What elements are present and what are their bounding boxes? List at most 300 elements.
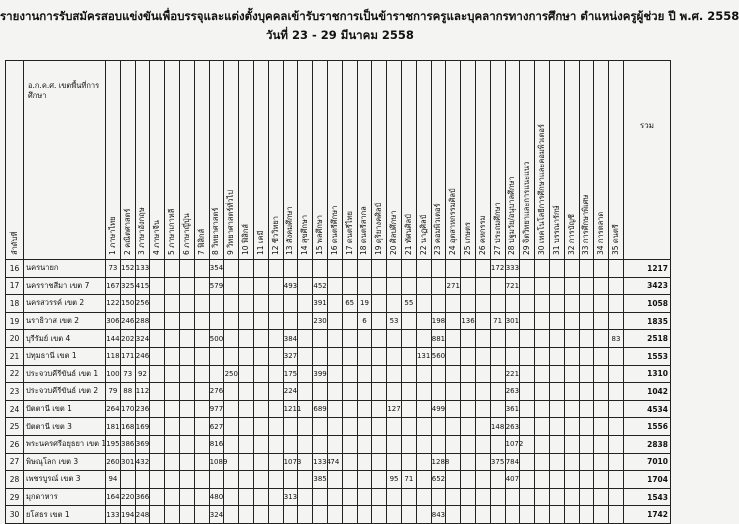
cell-subject-23 xyxy=(431,365,446,383)
cell-subject-32 xyxy=(564,400,579,418)
cell-subject-12 xyxy=(268,418,283,436)
cell-subject-27 xyxy=(490,435,505,453)
cell-subject-15: 689 xyxy=(313,400,328,418)
cell-subject-33 xyxy=(579,418,594,436)
cell-subject-21 xyxy=(401,312,416,330)
cell-subject-32 xyxy=(564,471,579,489)
cell-subject-33 xyxy=(579,277,594,295)
cell-subject-21 xyxy=(401,453,416,471)
cell-subject-23: 843 xyxy=(431,506,446,524)
cell-subject-32 xyxy=(564,277,579,295)
cell-subject-11 xyxy=(253,400,268,418)
cell-subject-31 xyxy=(549,488,564,506)
cell-subject-14 xyxy=(298,471,313,489)
cell-subject-20 xyxy=(387,488,402,506)
cell-subject-11 xyxy=(253,506,268,524)
row-total: 1556 xyxy=(623,418,670,436)
table-row xyxy=(6,418,671,436)
cell-subject-8: 1089 xyxy=(209,453,224,471)
cell-subject-1: 260 xyxy=(106,453,121,471)
cell-subject-2: 152 xyxy=(120,260,135,278)
cell-subject-2: 73 xyxy=(120,365,135,383)
cell-subject-25 xyxy=(461,400,476,418)
table-row xyxy=(6,295,671,313)
cell-subject-23 xyxy=(431,488,446,506)
cell-subject-6 xyxy=(179,260,194,278)
cell-subject-17 xyxy=(342,471,357,489)
cell-subject-28: 407 xyxy=(505,471,520,489)
cell-subject-19 xyxy=(372,435,387,453)
table-body xyxy=(6,260,671,524)
cell-subject-25 xyxy=(461,260,476,278)
cell-subject-28 xyxy=(505,506,520,524)
cell-subject-24 xyxy=(446,435,461,453)
cell-subject-18: 19 xyxy=(357,295,372,313)
cell-subject-19 xyxy=(372,365,387,383)
cell-subject-10 xyxy=(239,277,254,295)
cell-subject-21 xyxy=(401,365,416,383)
cell-subject-13: 175 xyxy=(283,365,298,383)
cell-subject-2: 88 xyxy=(120,383,135,401)
cell-subject-8: 324 xyxy=(209,506,224,524)
cell-subject-2 xyxy=(120,471,135,489)
cell-subject-15 xyxy=(313,435,328,453)
cell-subject-13: 384 xyxy=(283,330,298,348)
cell-subject-23 xyxy=(431,277,446,295)
header-subject-9: 9 วิทยาศาสตร์ทั่วไป xyxy=(224,61,239,260)
cell-subject-17 xyxy=(342,418,357,436)
cell-subject-22 xyxy=(416,277,431,295)
cell-subject-8 xyxy=(209,312,224,330)
cell-subject-29 xyxy=(520,383,535,401)
cell-subject-26 xyxy=(475,453,490,471)
cell-subject-5 xyxy=(165,277,180,295)
cell-subject-32 xyxy=(564,330,579,348)
cell-subject-32 xyxy=(564,506,579,524)
cell-subject-3: 169 xyxy=(135,418,150,436)
cell-subject-22 xyxy=(416,330,431,348)
cell-subject-2: 301 xyxy=(120,453,135,471)
cell-subject-12 xyxy=(268,453,283,471)
cell-subject-27 xyxy=(490,471,505,489)
cell-subject-8: 500 xyxy=(209,330,224,348)
cell-subject-28 xyxy=(505,295,520,313)
cell-subject-27 xyxy=(490,365,505,383)
cell-subject-35 xyxy=(609,277,624,295)
row-area: ยโสธร เขต 1 xyxy=(24,506,106,524)
cell-subject-23 xyxy=(431,418,446,436)
cell-subject-5 xyxy=(165,488,180,506)
cell-subject-27: 71 xyxy=(490,312,505,330)
cell-subject-13 xyxy=(283,260,298,278)
cell-subject-19 xyxy=(372,488,387,506)
cell-subject-30 xyxy=(535,400,550,418)
cell-subject-33 xyxy=(579,400,594,418)
cell-subject-18 xyxy=(357,347,372,365)
cell-subject-1: 94 xyxy=(106,471,121,489)
cell-subject-26 xyxy=(475,260,490,278)
cell-subject-16 xyxy=(327,277,342,295)
cell-subject-35 xyxy=(609,365,624,383)
cell-subject-20 xyxy=(387,383,402,401)
cell-subject-18 xyxy=(357,365,372,383)
cell-subject-12 xyxy=(268,347,283,365)
cell-subject-4 xyxy=(150,400,165,418)
cell-subject-9 xyxy=(224,312,239,330)
cell-subject-3: 92 xyxy=(135,365,150,383)
cell-subject-9 xyxy=(224,295,239,313)
cell-subject-6 xyxy=(179,295,194,313)
cell-subject-26 xyxy=(475,365,490,383)
cell-subject-6 xyxy=(179,365,194,383)
report-date-range: วันที่ 23 - 29 มีนาคม 2558 xyxy=(266,28,414,42)
cell-subject-29 xyxy=(520,453,535,471)
row-total: 1058 xyxy=(623,295,670,313)
header-subject-1: 1 ภาษาไทย xyxy=(106,61,121,260)
report-title: รายงานการรับสมัครสอบแข่งขันเพื่อบรรจุและแต่งตั้งบุคคลเข้ารับราชการเป็นข้าราชการครูและบุคลากรทางการศึกษา ตำแหน่งครูผู้ช่วย ปี พ.ศ. 2558 xyxy=(0,9,739,23)
cell-subject-31 xyxy=(549,383,564,401)
cell-subject-1: 73 xyxy=(106,260,121,278)
cell-subject-2: 168 xyxy=(120,418,135,436)
cell-subject-19 xyxy=(372,330,387,348)
cell-subject-6 xyxy=(179,347,194,365)
cell-subject-20 xyxy=(387,277,402,295)
cell-subject-30 xyxy=(535,260,550,278)
cell-subject-17 xyxy=(342,506,357,524)
cell-subject-15 xyxy=(313,488,328,506)
cell-subject-27: 148 xyxy=(490,418,505,436)
cell-subject-13 xyxy=(283,295,298,313)
row-area: เพชรบูรณ์ เขต 3 xyxy=(24,471,106,489)
cell-subject-14 xyxy=(298,435,313,453)
cell-subject-19 xyxy=(372,400,387,418)
cell-subject-32 xyxy=(564,383,579,401)
cell-subject-14 xyxy=(298,506,313,524)
cell-subject-3: 112 xyxy=(135,383,150,401)
cell-subject-32 xyxy=(564,295,579,313)
table-row xyxy=(6,453,671,471)
row-area: พระนครศรีอยุธยา เขต 1 xyxy=(24,435,106,453)
row-area: บุรีรัมย์ เขต 4 xyxy=(24,330,106,348)
cell-subject-7 xyxy=(194,453,209,471)
cell-subject-8: 276 xyxy=(209,383,224,401)
header-subject-31: 31 บรรณารักษ์ xyxy=(549,61,564,260)
cell-subject-29 xyxy=(520,312,535,330)
cell-subject-21 xyxy=(401,277,416,295)
cell-subject-30 xyxy=(535,365,550,383)
header-subject-11: 11 เคมี xyxy=(253,61,268,260)
cell-subject-34 xyxy=(594,506,609,524)
cell-subject-23: 652 xyxy=(431,471,446,489)
cell-subject-20: 53 xyxy=(387,312,402,330)
cell-subject-30 xyxy=(535,506,550,524)
cell-subject-29 xyxy=(520,400,535,418)
cell-subject-7 xyxy=(194,330,209,348)
header-subject-5: 5 ภาษาเกาหลี xyxy=(165,61,180,260)
table-row xyxy=(6,435,671,453)
cell-subject-19 xyxy=(372,295,387,313)
cell-subject-20 xyxy=(387,453,402,471)
row-index: 22 xyxy=(6,365,24,383)
table-row xyxy=(6,383,671,401)
cell-subject-13 xyxy=(283,435,298,453)
cell-subject-26 xyxy=(475,488,490,506)
cell-subject-4 xyxy=(150,435,165,453)
cell-subject-21 xyxy=(401,418,416,436)
row-total: 3423 xyxy=(623,277,670,295)
cell-subject-23: 560 xyxy=(431,347,446,365)
cell-subject-24 xyxy=(446,418,461,436)
cell-subject-31 xyxy=(549,435,564,453)
cell-subject-22 xyxy=(416,312,431,330)
cell-subject-19 xyxy=(372,347,387,365)
cell-subject-11 xyxy=(253,453,268,471)
cell-subject-28: 333 xyxy=(505,260,520,278)
cell-subject-29 xyxy=(520,347,535,365)
cell-subject-7 xyxy=(194,418,209,436)
cell-subject-9 xyxy=(224,488,239,506)
cell-subject-13 xyxy=(283,506,298,524)
cell-subject-20 xyxy=(387,295,402,313)
cell-subject-24 xyxy=(446,295,461,313)
cell-subject-22 xyxy=(416,488,431,506)
row-area: นครสวรรค์ เขต 2 xyxy=(24,295,106,313)
cell-subject-13: 224 xyxy=(283,383,298,401)
cell-subject-6 xyxy=(179,277,194,295)
cell-subject-31 xyxy=(549,312,564,330)
cell-subject-1: 133 xyxy=(106,506,121,524)
cell-subject-16 xyxy=(327,471,342,489)
header-subject-23: 23 คอมพิวเตอร์ xyxy=(431,61,446,260)
cell-subject-24 xyxy=(446,312,461,330)
cell-subject-31 xyxy=(549,471,564,489)
cell-subject-5 xyxy=(165,347,180,365)
cell-subject-32 xyxy=(564,418,579,436)
cell-subject-17: 65 xyxy=(342,295,357,313)
cell-subject-13: 1211 xyxy=(283,400,298,418)
cell-subject-34 xyxy=(594,330,609,348)
cell-subject-1: 100 xyxy=(106,365,121,383)
cell-subject-25 xyxy=(461,453,476,471)
cell-subject-1: 264 xyxy=(106,400,121,418)
cell-subject-2: 386 xyxy=(120,435,135,453)
cell-subject-10 xyxy=(239,435,254,453)
cell-subject-4 xyxy=(150,312,165,330)
cell-subject-14 xyxy=(298,260,313,278)
cell-subject-25 xyxy=(461,506,476,524)
cell-subject-16 xyxy=(327,260,342,278)
row-index: 27 xyxy=(6,453,24,471)
cell-subject-29 xyxy=(520,365,535,383)
cell-subject-25 xyxy=(461,365,476,383)
cell-subject-25 xyxy=(461,277,476,295)
header-subject-21: 21 ทัศนศิลป์ xyxy=(401,61,416,260)
cell-subject-17 xyxy=(342,383,357,401)
cell-subject-31 xyxy=(549,365,564,383)
cell-subject-33 xyxy=(579,295,594,313)
cell-subject-5 xyxy=(165,471,180,489)
applicants-table xyxy=(5,60,671,524)
cell-subject-22 xyxy=(416,471,431,489)
cell-subject-11 xyxy=(253,365,268,383)
header-subject-6: 6 ภาษาญี่ปุ่น xyxy=(179,61,194,260)
cell-subject-9 xyxy=(224,471,239,489)
cell-subject-2: 202 xyxy=(120,330,135,348)
cell-subject-21 xyxy=(401,383,416,401)
cell-subject-4 xyxy=(150,488,165,506)
row-index: 24 xyxy=(6,400,24,418)
cell-subject-10 xyxy=(239,418,254,436)
cell-subject-6 xyxy=(179,435,194,453)
row-area: นครนายก xyxy=(24,260,106,278)
row-total: 7010 xyxy=(623,453,670,471)
cell-subject-26 xyxy=(475,435,490,453)
cell-subject-31 xyxy=(549,347,564,365)
cell-subject-21 xyxy=(401,347,416,365)
cell-subject-4 xyxy=(150,471,165,489)
cell-subject-24 xyxy=(446,365,461,383)
cell-subject-8: 480 xyxy=(209,488,224,506)
header-index: ลำดับที่ xyxy=(6,61,24,260)
cell-subject-5 xyxy=(165,400,180,418)
cell-subject-20 xyxy=(387,260,402,278)
table-row xyxy=(6,277,671,295)
header-subject-29: 29 จิตวิทยาและการแนะแนว xyxy=(520,61,535,260)
cell-subject-24: 271 xyxy=(446,277,461,295)
header-subject-32: 32 การบัญชี xyxy=(564,61,579,260)
cell-subject-21 xyxy=(401,400,416,418)
cell-subject-30 xyxy=(535,312,550,330)
cell-subject-23: 198 xyxy=(431,312,446,330)
cell-subject-11 xyxy=(253,260,268,278)
cell-subject-25 xyxy=(461,435,476,453)
cell-subject-13: 1073 xyxy=(283,453,298,471)
cell-subject-5 xyxy=(165,453,180,471)
cell-subject-9 xyxy=(224,347,239,365)
cell-subject-3: 236 xyxy=(135,400,150,418)
cell-subject-15 xyxy=(313,347,328,365)
cell-subject-30 xyxy=(535,453,550,471)
cell-subject-13 xyxy=(283,418,298,436)
cell-subject-31 xyxy=(549,418,564,436)
cell-subject-1: 195 xyxy=(106,435,121,453)
cell-subject-13: 327 xyxy=(283,347,298,365)
cell-subject-18 xyxy=(357,277,372,295)
cell-subject-20 xyxy=(387,347,402,365)
cell-subject-2: 171 xyxy=(120,347,135,365)
cell-subject-32 xyxy=(564,347,579,365)
cell-subject-1: 122 xyxy=(106,295,121,313)
cell-subject-8: 354 xyxy=(209,260,224,278)
header-area: อ.ก.ค.ศ. เขตพื้นที่การศึกษา xyxy=(24,61,106,260)
cell-subject-25 xyxy=(461,418,476,436)
cell-subject-16 xyxy=(327,312,342,330)
cell-subject-24 xyxy=(446,471,461,489)
cell-subject-17 xyxy=(342,260,357,278)
cell-subject-35 xyxy=(609,418,624,436)
cell-subject-29 xyxy=(520,260,535,278)
cell-subject-8: 579 xyxy=(209,277,224,295)
cell-subject-15: 230 xyxy=(313,312,328,330)
cell-subject-11 xyxy=(253,295,268,313)
cell-subject-22 xyxy=(416,506,431,524)
header-subject-19: 19 ดุริยางคศิลป์ xyxy=(372,61,387,260)
cell-subject-20: 127 xyxy=(387,400,402,418)
header-subject-25: 25 เกษตร xyxy=(461,61,476,260)
cell-subject-10 xyxy=(239,488,254,506)
row-area: นราธิวาส เขต 2 xyxy=(24,312,106,330)
cell-subject-5 xyxy=(165,295,180,313)
table-row xyxy=(6,400,671,418)
cell-subject-34 xyxy=(594,260,609,278)
cell-subject-25 xyxy=(461,383,476,401)
cell-subject-9 xyxy=(224,383,239,401)
cell-subject-2: 220 xyxy=(120,488,135,506)
cell-subject-26 xyxy=(475,418,490,436)
cell-subject-33 xyxy=(579,365,594,383)
cell-subject-18 xyxy=(357,418,372,436)
cell-subject-19 xyxy=(372,260,387,278)
cell-subject-33 xyxy=(579,347,594,365)
cell-subject-26 xyxy=(475,277,490,295)
row-total: 1543 xyxy=(623,488,670,506)
table-row xyxy=(6,471,671,489)
cell-subject-12 xyxy=(268,471,283,489)
cell-subject-15: 1334 xyxy=(313,453,328,471)
cell-subject-5 xyxy=(165,435,180,453)
cell-subject-34 xyxy=(594,365,609,383)
cell-subject-27 xyxy=(490,506,505,524)
row-total: 1553 xyxy=(623,347,670,365)
cell-subject-22 xyxy=(416,260,431,278)
cell-subject-7 xyxy=(194,365,209,383)
cell-subject-25 xyxy=(461,330,476,348)
cell-subject-20 xyxy=(387,418,402,436)
row-total: 1704 xyxy=(623,471,670,489)
cell-subject-4 xyxy=(150,418,165,436)
cell-subject-19 xyxy=(372,312,387,330)
cell-subject-23 xyxy=(431,260,446,278)
cell-subject-19 xyxy=(372,418,387,436)
cell-subject-18 xyxy=(357,453,372,471)
cell-subject-13 xyxy=(283,312,298,330)
cell-subject-32 xyxy=(564,260,579,278)
cell-subject-33 xyxy=(579,488,594,506)
cell-subject-14 xyxy=(298,365,313,383)
header-subject-34: 34 การตลาด xyxy=(594,61,609,260)
header-subject-28: 28 ปฐมวัย/อนุบาลศึกษา xyxy=(505,61,520,260)
header-subject-13: 13 สังคมศึกษา xyxy=(283,61,298,260)
cell-subject-30 xyxy=(535,435,550,453)
cell-subject-34 xyxy=(594,418,609,436)
cell-subject-18: 6 xyxy=(357,312,372,330)
row-area: ประจวบคีรีขันธ์ เขต 2 xyxy=(24,383,106,401)
row-area: ปัตตานี เขต 1 xyxy=(24,400,106,418)
cell-subject-27 xyxy=(490,347,505,365)
cell-subject-24 xyxy=(446,330,461,348)
cell-subject-11 xyxy=(253,277,268,295)
cell-subject-8 xyxy=(209,295,224,313)
row-index: 25 xyxy=(6,418,24,436)
table-header-row xyxy=(6,61,671,260)
cell-subject-4 xyxy=(150,260,165,278)
cell-subject-10 xyxy=(239,453,254,471)
cell-subject-20: 95 xyxy=(387,471,402,489)
cell-subject-13: 313 xyxy=(283,488,298,506)
cell-subject-35 xyxy=(609,312,624,330)
row-index: 17 xyxy=(6,277,24,295)
cell-subject-3: 366 xyxy=(135,488,150,506)
